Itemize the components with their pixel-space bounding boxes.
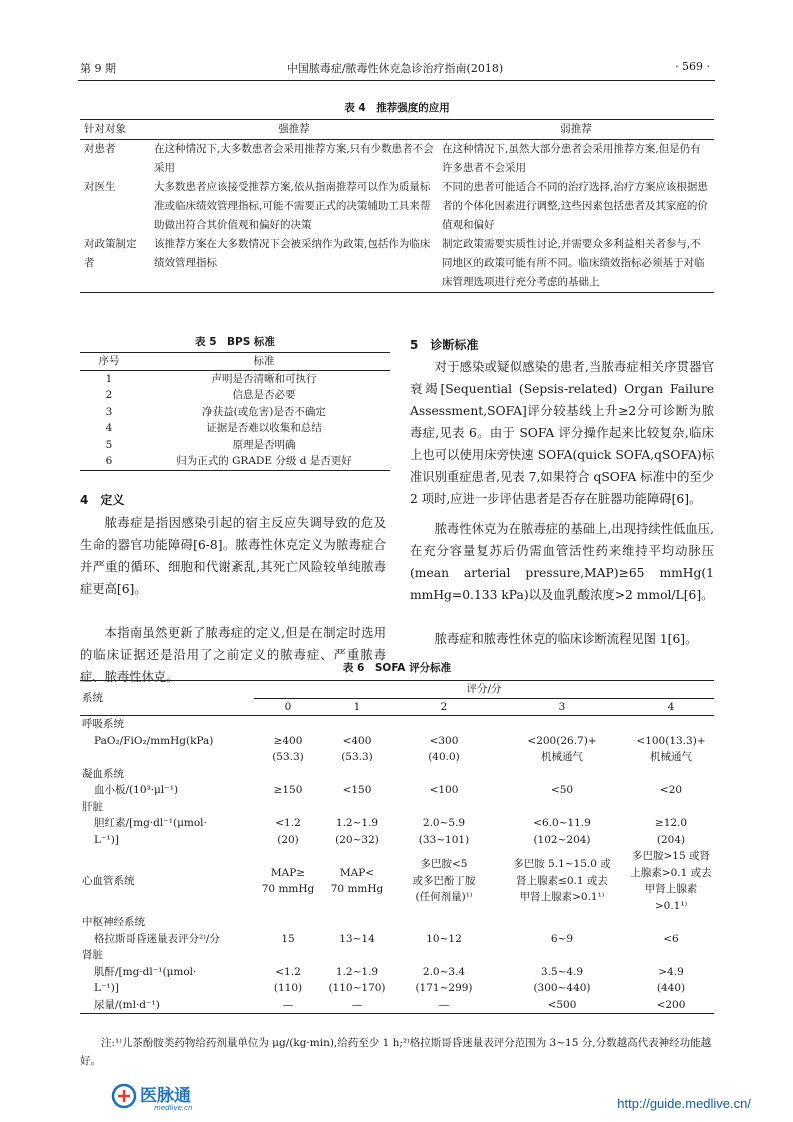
table6-system-resp: 呼吸系统: [82, 718, 124, 730]
table6-cell-line: 多巴胺 5.1~15.0 或: [513, 858, 611, 871]
table6-cell: >4.9: [658, 965, 684, 978]
table6-cell: [392, 848, 496, 914]
table6-cell: (110~170): [328, 982, 386, 994]
table-row: [80, 964, 714, 981]
table-row: [80, 453, 390, 470]
table-row: [80, 420, 390, 437]
section5-paragraph-3: 脓毒症和脓毒性休克的临床诊断流程见图 1[6]。: [434, 632, 698, 646]
table4-weak: 制定政策需要实质性讨论,并需要众多利益相关者参与,不同地区的政策可能有所不同。临床绩效指标必须基于对临床管理选项进行充分考虑的基础上: [438, 235, 714, 293]
table6-cell: (204): [656, 833, 686, 846]
table6-param: 尿量/(ml·d⁻¹): [80, 997, 254, 1014]
table5-criterion: 声明是否清晰和可执行: [211, 372, 317, 385]
table6-cell: 机械通气: [541, 751, 583, 763]
table4-strong: 大多数患者应该接受推荐方案,依从指南推荐可以作为质量标准或临床绩效管理指标,可能不需要正式的决策辅助工具来帮助做出符合其价值观和偏好的决策: [154, 181, 431, 231]
table6-header-row: [80, 681, 714, 699]
table6-cell: 1.2~1.9: [335, 965, 379, 978]
table6-system-cardio: 心血管系统: [82, 874, 135, 887]
table6-cell: <100: [429, 784, 459, 796]
table6-cell: (20): [277, 833, 299, 846]
table-row: [80, 387, 390, 404]
footer-url-link[interactable]: http://guide.medlive.cn/: [617, 1096, 751, 1111]
page-number: · 569 ·: [675, 60, 710, 73]
table4-header-strong: 强推荐: [150, 120, 438, 140]
table6-cell: —: [322, 997, 392, 1014]
table6-param: 胆红素/[mg·dl⁻¹(μmol·: [94, 817, 207, 829]
table6-cell: <6.0~11.9: [533, 817, 591, 829]
issue-number: 第 9 期: [80, 62, 116, 75]
table6-cell-line: 肾上腺素≤0.1 或去: [516, 874, 608, 887]
table-row: [80, 980, 714, 997]
table-row: [80, 733, 714, 750]
table-row: [80, 235, 714, 293]
section5-paragraph-1: 对于感染或疑似感染的患者,当脓毒症相关序贯器官衰竭[Sequential (Sepsis-related) Organ Failure Assessment,SOFA]评分较基线上升≥2分可诊断为脓毒症,见表 6。由于 SOFA 评分操作起来比较复杂,临床上也可以使用床旁快速 SOFA(quick SOFA,qSOFA)标准识别重症患者,见表 7,如果符合 qSOFA 标准中的至少 2 项时,应进一步评估患者是否存在脏器功能障碍[6]。: [410, 360, 714, 506]
table4-header-target: 针对对象: [80, 120, 150, 140]
table5-no: 5: [105, 438, 113, 451]
table6-cell: (171~299): [415, 982, 473, 994]
table6-cell: 3.5~4.9: [540, 965, 584, 978]
table-row: [80, 947, 714, 964]
section5-paragraph-2: 脓毒性休克为在脓毒症的基础上,出现持续性低血压,在充分容量复苏后仍需血管活性药来维持平均动脉压(mean arterial pressure,MAP)≥65 mmHg(1 mmHg=0.133 kPa)以及血乳酸浓度>2 mmol/L[6]。: [410, 522, 714, 602]
table6-cell: (33~101): [418, 833, 470, 846]
table6-param: 格拉斯哥昏迷量表评分²⁾/分: [94, 932, 220, 945]
section4-paragraph-1: 脓毒症是指因感染引起的宿主反应失调导致的危及生命的器官功能障碍[6-8]。脓毒性休克定义为脓毒症合并严重的循环、细胞和代谢紊乱,其死亡风险较单纯脓毒症更高[6]。: [80, 516, 386, 596]
table5-no: 3: [105, 405, 113, 418]
table6-cell: <500: [496, 997, 628, 1014]
table6-cell: <400: [342, 734, 372, 747]
table6-cell: <20: [659, 784, 683, 796]
table6-cell: <6: [663, 932, 679, 945]
table4-strong: 在这种情况下,大多数患者会采用推荐方案,只有少数患者不会采用: [154, 143, 434, 174]
table6-cell: (110): [273, 982, 303, 994]
header-rule: [78, 80, 715, 81]
table6-param: L⁻¹)]: [94, 833, 119, 846]
svg-text:医脉通: 医脉通: [140, 1086, 191, 1106]
table6-cell: 机械通气: [650, 751, 692, 763]
running-header: [80, 60, 710, 78]
table6-cell: <200: [628, 997, 714, 1014]
table6-cell: <200(26.7)+: [527, 734, 597, 747]
svg-text:medlive.cn: medlive.cn: [154, 1104, 193, 1111]
table6-system-cns: 中枢神经系统: [82, 916, 145, 928]
medlive-logo: [110, 1083, 220, 1111]
table6-param: PaO₂/FiO₂/mmHg(kPa): [94, 734, 214, 747]
table6-system-kidney: 肾脏: [82, 949, 103, 961]
table5-header-criterion: 标准: [138, 353, 390, 371]
logo-icon: [110, 1083, 220, 1111]
table6: [80, 680, 714, 1014]
table-row: [80, 749, 714, 766]
table6-cell: (53.3): [341, 751, 373, 763]
table-row: [80, 370, 390, 387]
table6-score-2: 2: [392, 698, 496, 716]
table4-weak: 不同的患者可能适合不同的治疗选择,治疗方案应该根据患者的个体化因素进行调整,这些因素包括患者及其家庭的价值观和偏好: [442, 181, 708, 231]
table6-header-score: 评分/分: [254, 681, 714, 699]
section5-heading: 5 诊断标准: [410, 338, 479, 352]
table6-cell: ≥400: [273, 734, 303, 747]
table6-cell-line: 70 mmHg: [330, 883, 384, 895]
table6-score-1: 1: [322, 698, 392, 716]
table6-param: 血小板/(10³·μl⁻¹): [94, 784, 179, 796]
table6-cell: (440): [656, 982, 686, 994]
table6-cell: ≥150: [273, 784, 303, 796]
table6-system-liver: 肝脏: [82, 800, 103, 813]
table6-cell: 2.0~5.9: [422, 817, 466, 829]
table6-cell: 6~9: [550, 932, 574, 945]
table6-system-coag: 凝血系统: [82, 767, 124, 780]
table6-cell: 10~12: [426, 932, 462, 945]
table6-cell: ≥12.0: [654, 817, 688, 829]
table6-cell-line: 多巴胺>15 或肾: [632, 850, 710, 862]
table6-cell: <1.2: [275, 965, 301, 978]
table6-cell: <150: [342, 784, 372, 796]
table6-score-0: 0: [254, 698, 322, 716]
table-row: [80, 931, 714, 948]
table4-header-weak: 弱推荐: [438, 120, 714, 140]
table6-cell-line: (任何剂量)¹⁾: [415, 891, 473, 904]
table-row: [80, 178, 714, 235]
journal-title: 中国脓毒症/脓毒性休克急诊治疗指南(2018): [286, 62, 504, 75]
table4-weak: 在这种情况下,虽然大部分患者会采用推荐方案,但是仍有许多患者不会采用: [442, 143, 701, 174]
table5-criterion: 原理是否明确: [232, 438, 296, 451]
table-row: [80, 914, 714, 931]
table-row: [80, 799, 714, 816]
table6-cell-line: MAP≥: [270, 866, 306, 879]
table6-cell-line: 多巴胺<5: [420, 858, 468, 871]
table4-target: 对政策制定者: [80, 235, 150, 293]
table6-cell: [254, 848, 322, 914]
table6-cell: 15: [281, 932, 295, 945]
table-row: [80, 848, 714, 914]
table5-criterion: 信息是否必要: [232, 389, 296, 401]
table6-cell-line: 甲肾上腺素>0.1¹⁾: [519, 891, 605, 904]
table6-cell: (20~32): [335, 833, 379, 846]
table6-cell-line: 上腺素>0.1 或去: [630, 866, 712, 879]
table5-criterion: 归为正式的 GRADE 分级 d 是否更好: [138, 453, 390, 470]
table4-caption: 表 4 推荐强度的应用: [344, 102, 450, 114]
table6-cell: [628, 848, 714, 914]
table6-header-system: 系统: [80, 681, 254, 716]
table-row: [80, 782, 714, 799]
table6-cell: [496, 848, 628, 914]
table5-no: 2: [105, 389, 113, 401]
table6-cell-line: 甲肾上腺素>0.1¹⁾: [644, 883, 698, 912]
table-row: [80, 404, 390, 421]
table-row: [80, 716, 714, 733]
table-row: [80, 437, 390, 454]
table6-caption: 表 6 SOFA 评分标准: [342, 662, 452, 674]
table4: [80, 119, 714, 293]
table-row: [80, 140, 714, 179]
table-row: [80, 832, 714, 849]
table6-cell: —: [392, 997, 496, 1014]
table6-cell: <50: [550, 784, 574, 796]
table5-header-no: 序号: [80, 353, 138, 371]
table6-cell: <300: [429, 734, 459, 747]
table6-cell: <1.2: [275, 817, 301, 829]
table6-cell-line: 或多巴酚丁胺: [412, 874, 476, 887]
table6-score-4: 4: [628, 698, 714, 716]
table6-cell: (53.3): [272, 751, 304, 763]
table6-cell: —: [254, 997, 322, 1014]
table-row: [80, 815, 714, 832]
table6-cell: 13~14: [339, 932, 375, 945]
table5-no: 4: [105, 422, 113, 434]
table-row: [80, 766, 714, 783]
table5-criterion: 证据是否难以收集和总结: [206, 422, 322, 434]
table4-strong: 该推荐方案在大多数情况下会被采纳作为政策,包括作为临床绩效管理指标: [150, 235, 438, 293]
table6-cell: [322, 848, 392, 914]
table5-no: 6: [80, 453, 138, 470]
table6-cell: (300~440): [533, 982, 591, 994]
table6-cell: <100(13.3)+: [636, 734, 706, 747]
table6-param: 肌酐/[mg·dl⁻¹(μmol·: [94, 965, 197, 978]
table6-param: L⁻¹)]: [94, 982, 119, 994]
table5-criterion: 净获益(或危害)是否不确定: [202, 405, 326, 418]
table4-target: 对医生: [84, 181, 116, 193]
table6-score-3: 3: [496, 698, 628, 716]
table6-cell: 2.0~3.4: [422, 965, 466, 978]
table5: [80, 352, 390, 471]
table6-footnote: 注:¹⁾儿茶酚胺类药物给药剂量单位为 μg/(kg·min),给药至少 1 h;²⁾格拉斯哥昏迷量表评分范围为 3~15 分,分数越高代表神经功能越好。: [80, 1037, 712, 1067]
table6-cell-line: MAP<: [339, 866, 375, 879]
section4-paragraph-2: 本指南虽然更新了脓毒症的定义,但是在制定时选用的临床证据还是沿用了之前定义的脓毒症、严重脓毒症、脓毒性休克。: [80, 626, 386, 684]
table5-caption: 表 5 BPS 标准: [195, 336, 275, 348]
table4-target: 对患者: [84, 143, 116, 155]
table6-cell: (102~204): [533, 833, 591, 846]
table6-cell: (40.0): [428, 751, 460, 763]
table6-cell: 1.2~1.9: [335, 817, 379, 829]
table5-no: 1: [105, 372, 113, 385]
table6-cell-line: 70 mmHg: [261, 883, 315, 895]
table-row: [80, 997, 714, 1014]
section4-heading: 4 定义: [80, 493, 125, 507]
